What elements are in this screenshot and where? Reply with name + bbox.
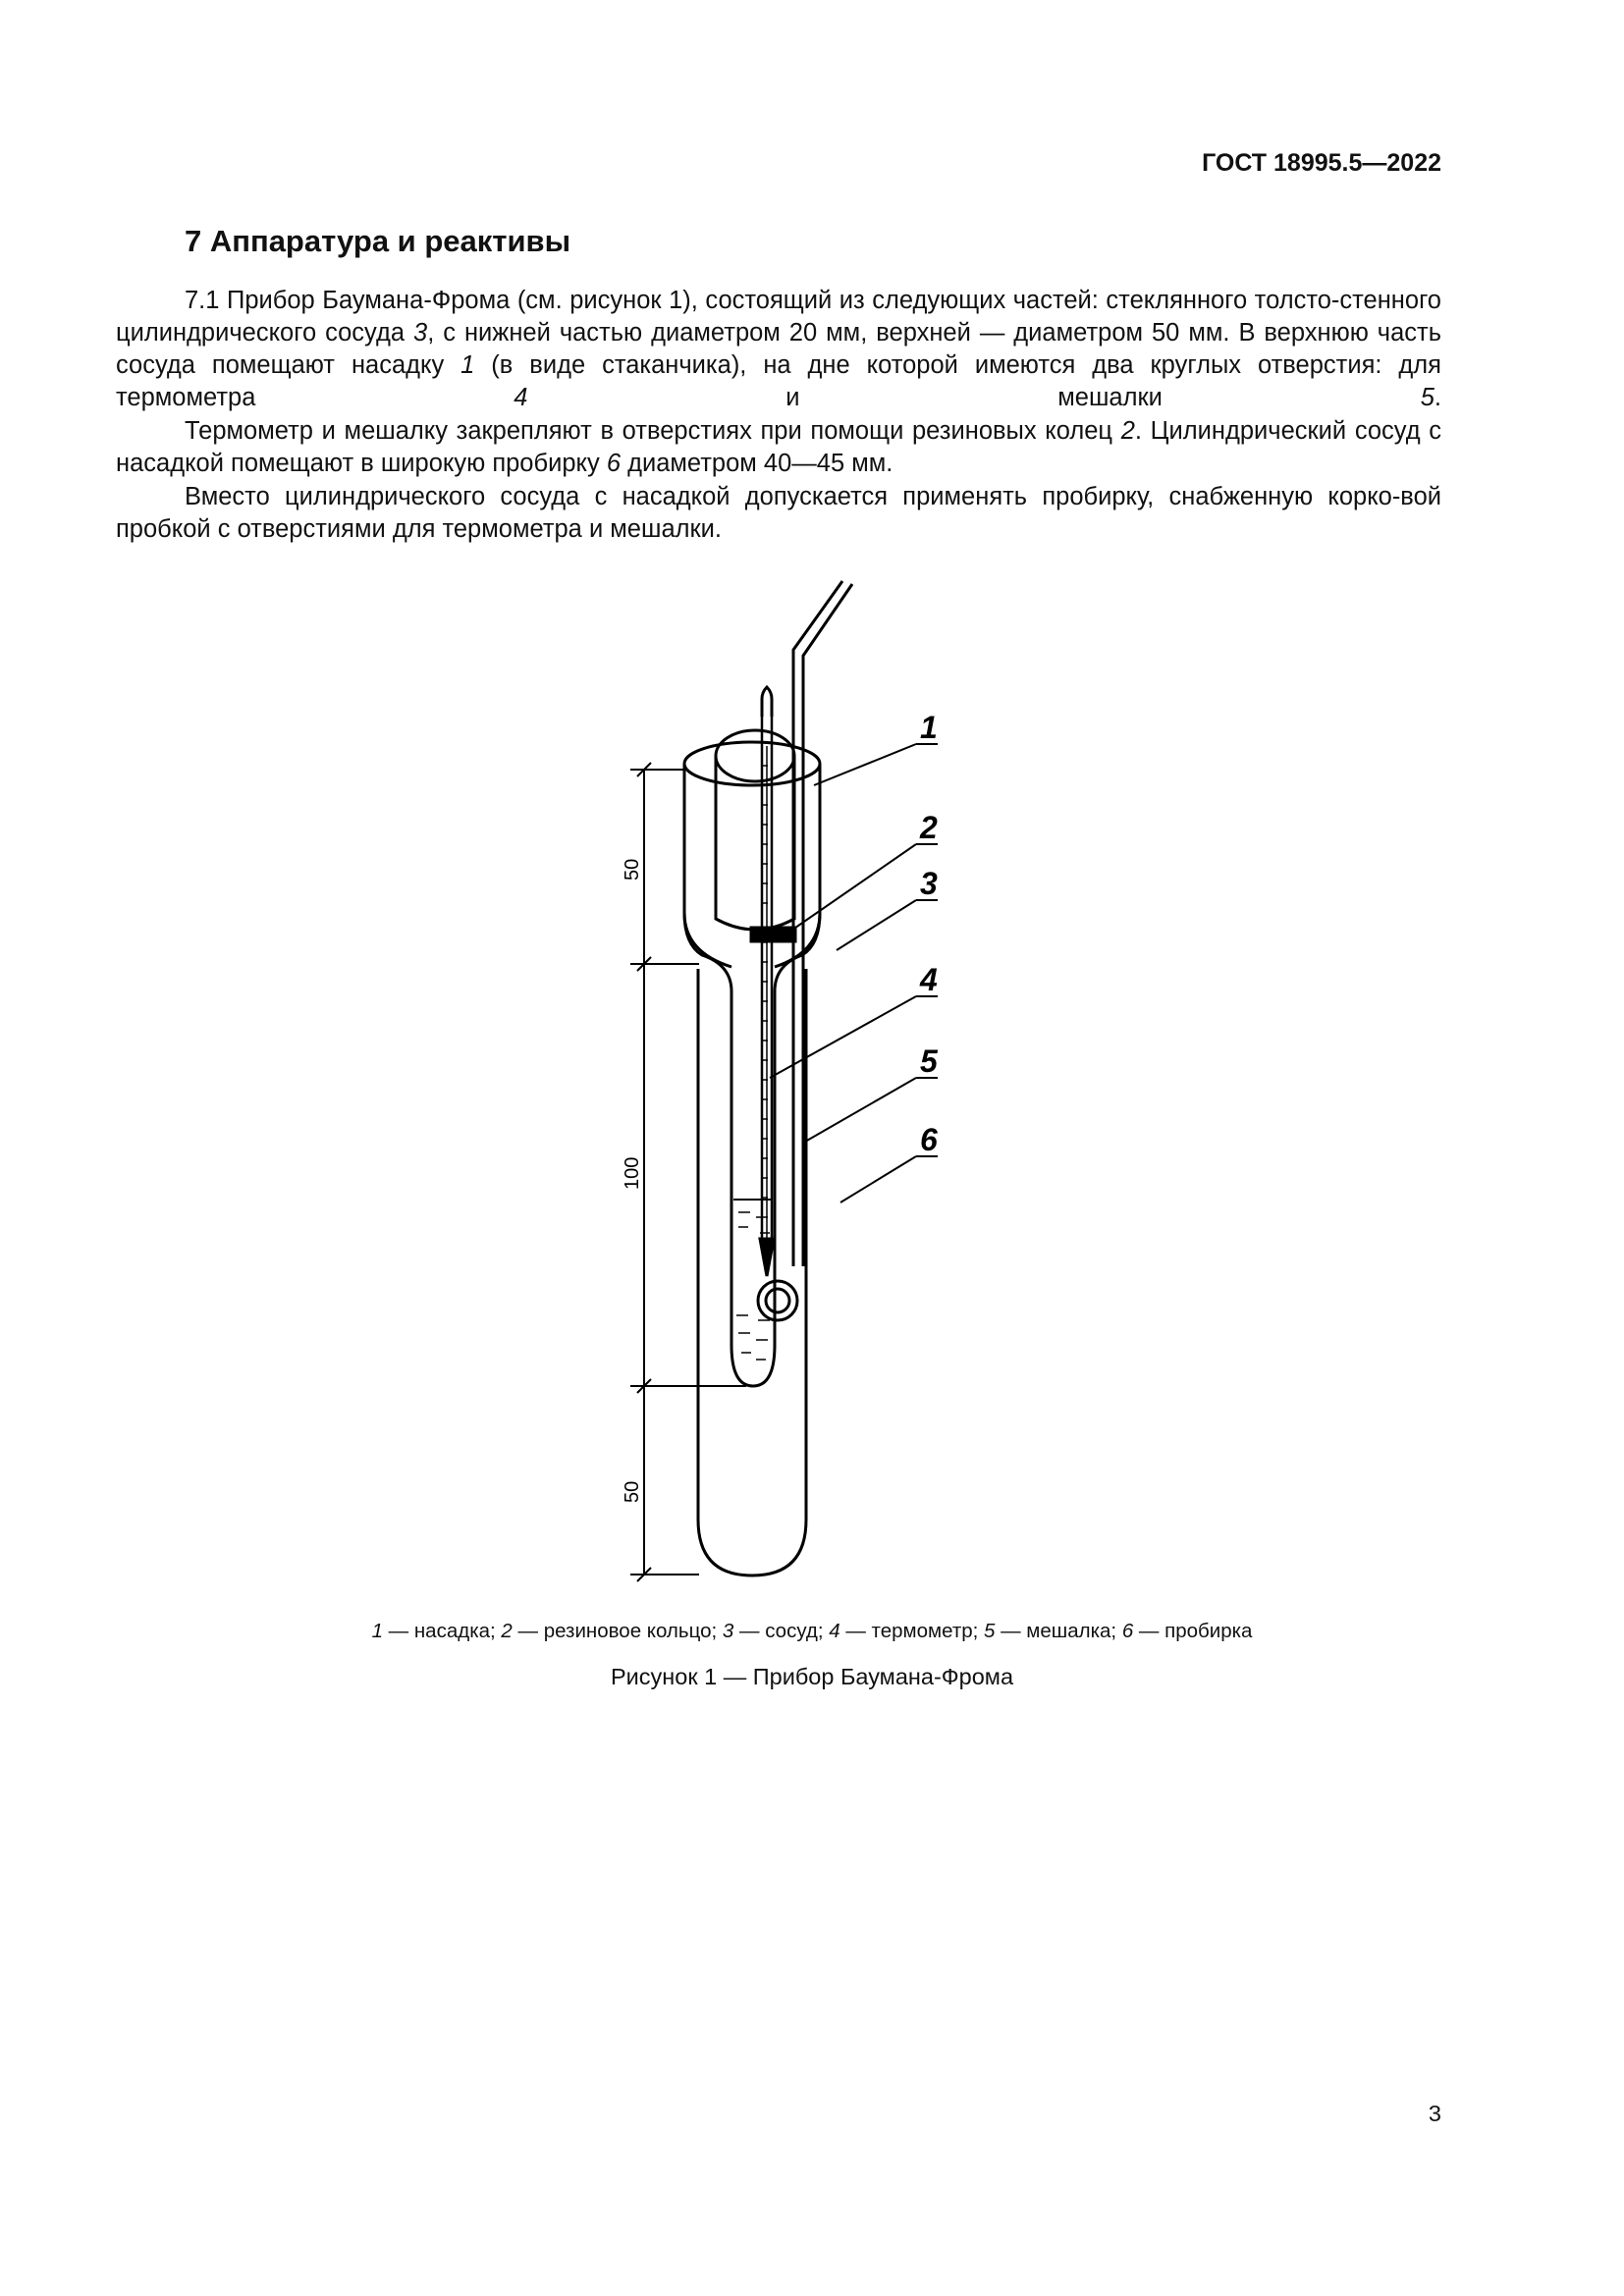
paragraph-mounting (116, 415, 1441, 480)
rubber-ring (751, 928, 795, 941)
text-run: и мешалки (527, 384, 1421, 411)
stirrer-handle (803, 584, 852, 1266)
callout-6: 6 (920, 1122, 938, 1157)
callout-5: 5 (920, 1043, 938, 1079)
text-run: 7.1 Прибор Баумана-Фрома (см. рисунок 1), состоящий из следующих частей: стеклянного толсто-стенного цилиндрического сосуда (116, 287, 1441, 347)
legend-text: — мешалка; (995, 1620, 1122, 1642)
legend-num: 2 (501, 1620, 513, 1642)
dimension-labels (622, 859, 643, 1503)
dimension-upper: 50 (622, 858, 643, 881)
legend-num: 4 (829, 1620, 840, 1642)
legend-text: — сосуд; (733, 1620, 830, 1642)
thermometer-bulb (760, 1239, 774, 1276)
legend-text: — насадка; (382, 1620, 502, 1642)
legend-text: — пробирка (1133, 1620, 1253, 1642)
figure-caption: Рисунок 1 — Прибор Баумана-Фрома (610, 1664, 1014, 1689)
text-run: . (1434, 384, 1441, 411)
callout-labels (919, 710, 939, 1157)
dimension-middle: 100 (622, 1156, 643, 1190)
ref-number: 4 (514, 384, 528, 411)
legend-num: 3 (722, 1620, 734, 1642)
figure-apparatus (589, 569, 1001, 1590)
text-run: (в виде стаканчика), на дне которой имеются два круглых отверстия: для термометра (116, 351, 1441, 411)
ref-number: 1 (460, 351, 475, 379)
document-header: ГОСТ 18995.5—2022 (1202, 149, 1441, 177)
dimension-lines (630, 763, 746, 1581)
stirrer-loop-inner (766, 1289, 789, 1312)
vessel-lower-body (731, 991, 775, 1386)
figure-legend (0, 1620, 1624, 1643)
callout-1: 1 (920, 710, 938, 745)
thermometer-top (762, 687, 772, 717)
ref-number: 2 (1120, 417, 1135, 445)
text-run: . Цилиндрический сосуд с насадкой помещают в широкую пробирку (116, 417, 1441, 477)
legend-text: — термометр; (839, 1620, 984, 1642)
apparatus-diagram (589, 569, 1001, 1590)
callout-2: 2 (920, 810, 938, 845)
ref-number: 6 (606, 450, 621, 477)
callout-3: 3 (920, 866, 938, 901)
paragraph-7-1 (116, 285, 1441, 414)
ref-number: 5 (1420, 384, 1435, 411)
ref-number: 3 (413, 319, 428, 347)
text-run: диаметром 40—45 мм. (621, 450, 893, 477)
legend-num: 1 (371, 1620, 383, 1642)
callout-4: 4 (920, 962, 938, 997)
legend-text: — резиновое кольцо; (512, 1620, 723, 1642)
dimension-lower: 50 (622, 1480, 643, 1503)
legend-num: 5 (984, 1620, 996, 1642)
section-title: 7 Аппаратура и реактивы (185, 224, 571, 258)
test-tube-outline (698, 969, 806, 1575)
page-number: 3 (1428, 2101, 1441, 2126)
paragraph-alternative: Вместо цилиндрического сосуда с насадкой допускается применять пробирку, снабженную корко-вой пробкой с отверстиями для термометра и мешалки. (116, 483, 1441, 543)
legend-num: 6 (1121, 1620, 1134, 1642)
insert-top-rim (716, 730, 794, 781)
vessel-top-rim (684, 742, 820, 785)
stirrer-loop (758, 1281, 797, 1320)
body-text (116, 285, 1441, 547)
text-run: , с нижней частью диаметром 20 мм, верхней — диаметром 50 мм. В верхнюю часть сосуда помещают насадку (116, 319, 1441, 379)
text-run: Термометр и мешалку закрепляют в отверстиях при помощи резиновых колец (185, 417, 1121, 445)
